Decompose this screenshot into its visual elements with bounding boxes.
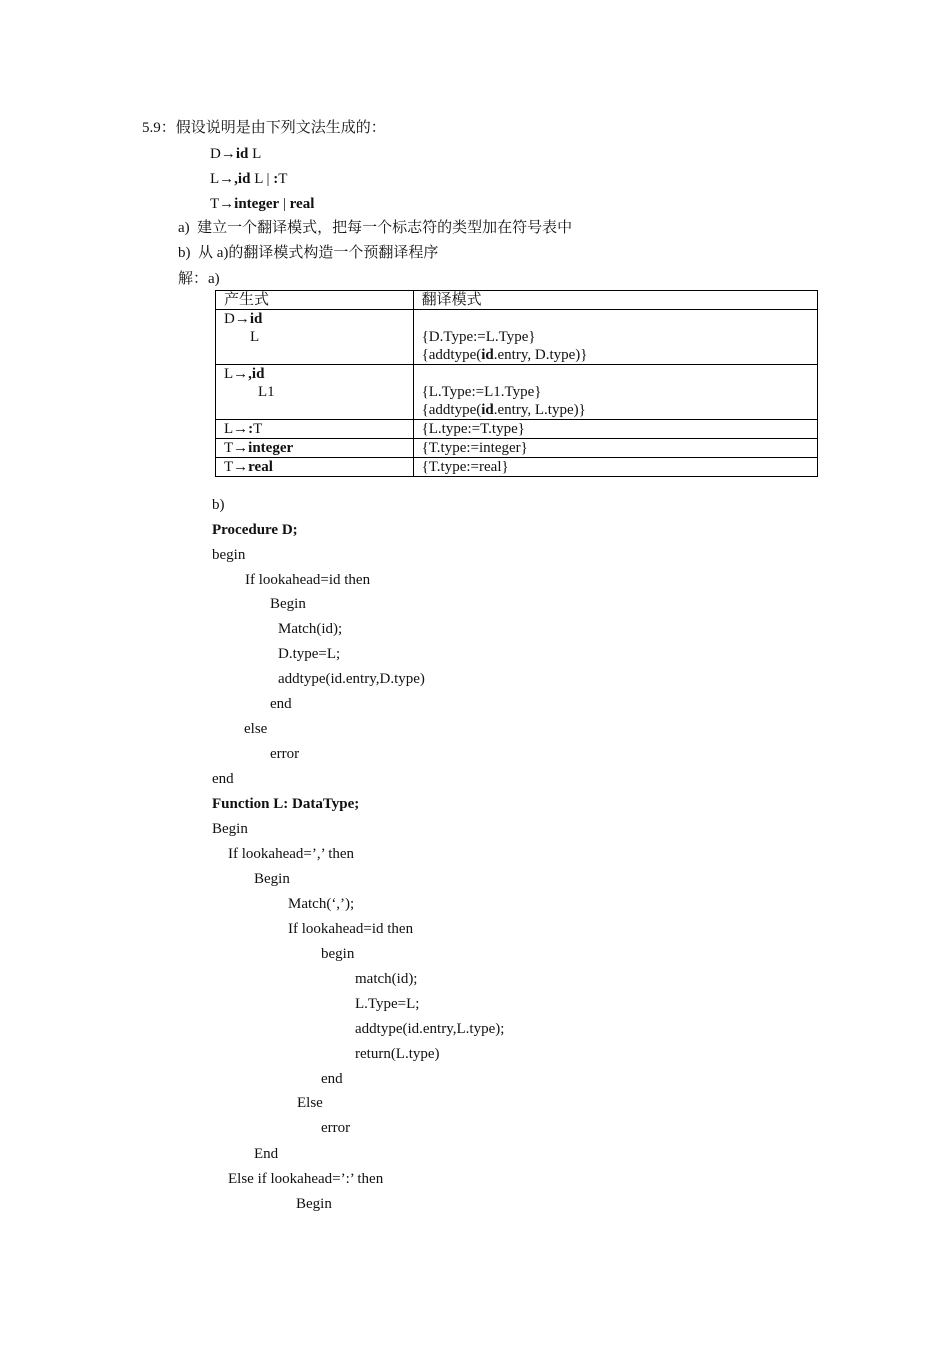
code-line: Match(‘,’); xyxy=(288,896,355,912)
code-line: L.Type=L; xyxy=(355,996,420,1012)
code-line: end xyxy=(212,771,234,787)
code-line: begin xyxy=(321,946,355,962)
code-line: addtype(id.entry,L.type); xyxy=(355,1021,505,1037)
table-row xyxy=(216,420,818,439)
code-line: begin xyxy=(212,547,246,563)
code-line: else xyxy=(244,721,268,737)
table-row xyxy=(216,310,818,365)
header-production: 产生式 xyxy=(216,291,414,310)
scheme-cell: {L.type:=T.type} xyxy=(413,420,817,439)
code-line: D.type=L; xyxy=(278,646,341,662)
problem-heading: 5.9：假设说明是由下列文法生成的： xyxy=(142,120,386,136)
code-line: return(L.type) xyxy=(355,1046,440,1062)
grammar-rule-3: T→integer | real xyxy=(210,196,315,212)
production-cell: T→real xyxy=(216,458,414,477)
scheme-cell: {L.Type:=L1.Type} {addtype(id.entry, L.type)} xyxy=(413,365,817,420)
scheme-cell: {T.type:=real} xyxy=(413,458,817,477)
translation-table xyxy=(215,290,818,477)
code-line: Match(id); xyxy=(278,621,343,637)
production-cell: D→id L xyxy=(216,310,414,365)
code-line: Begin xyxy=(212,821,248,837)
code-line: Else if lookahead=’:’ then xyxy=(228,1171,384,1187)
code-line: End xyxy=(254,1146,279,1162)
production-cell: L→:T xyxy=(216,420,414,439)
table-row xyxy=(216,439,818,458)
part-b-label: b) xyxy=(212,497,225,513)
part-a-text: a) 建立一个翻译模式，把每一个标志符的类型加在符号表中 xyxy=(178,220,573,236)
code-line: match(id); xyxy=(355,971,418,987)
code-line: If lookahead=’,’ then xyxy=(228,846,355,862)
code-line: Begin xyxy=(270,596,306,612)
grammar-rule-1: D→id L xyxy=(210,146,262,162)
code-line: Else xyxy=(297,1095,323,1111)
part-b-text: b) 从 a)的翻译模式构造一个预翻译程序 xyxy=(178,245,439,261)
header-scheme: 翻译模式 xyxy=(413,291,817,310)
production-cell: T→integer xyxy=(216,439,414,458)
code-line: Function L: DataType; xyxy=(212,796,360,812)
table-row xyxy=(216,458,818,477)
code-line: Procedure D; xyxy=(212,522,298,538)
code-line: error xyxy=(270,746,300,762)
scheme-cell: {D.Type:=L.Type} {addtype(id.entry, D.type)} xyxy=(413,310,817,365)
table-header-row xyxy=(216,291,818,310)
code-line: error xyxy=(321,1120,351,1136)
code-line: end xyxy=(321,1071,343,1087)
code-line: Begin xyxy=(254,871,290,887)
scheme-cell: {T.type:=integer} xyxy=(413,439,817,458)
code-line: Begin xyxy=(296,1196,332,1212)
table-row xyxy=(216,365,818,420)
solution-label: 解：a) xyxy=(178,271,220,287)
production-cell: L→,id L1 xyxy=(216,365,414,420)
code-line: If lookahead=id then xyxy=(245,572,371,588)
code-line: If lookahead=id then xyxy=(288,921,414,937)
code-line: addtype(id.entry,D.type) xyxy=(278,671,425,687)
grammar-rule-2: L→,id L | :T xyxy=(210,171,288,187)
code-line: end xyxy=(270,696,292,712)
